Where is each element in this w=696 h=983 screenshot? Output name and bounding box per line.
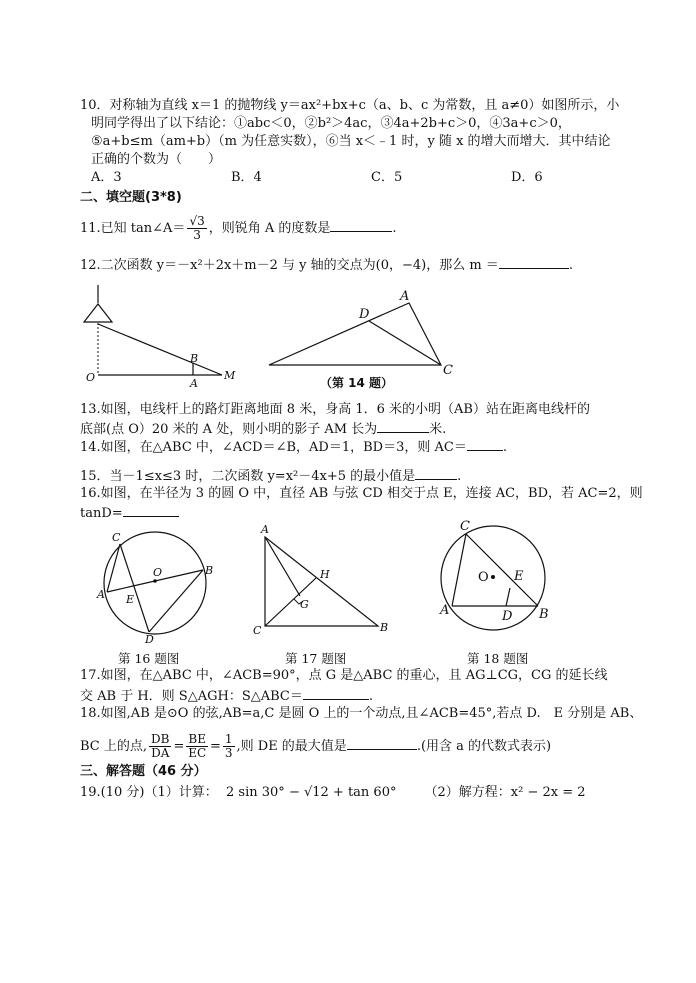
fig16-label-o: O	[153, 566, 163, 579]
q17-line2	[80, 686, 373, 705]
q18-f3-den: 3	[224, 746, 233, 760]
fig14-label-a: A	[400, 289, 410, 304]
q13-line1: 13.如图，电线杆上的路灯距离地面 8 米，身高 1．6 米的小明（AB）站在距离电线杆的	[80, 402, 590, 417]
fig18-label-b: B	[539, 607, 549, 622]
q18-answer-blank[interactable]	[347, 736, 417, 750]
fig18-label-c: C	[460, 519, 470, 534]
q15-end: .	[457, 469, 462, 484]
q18-mid: ,则 DE 的最大值是	[236, 739, 347, 754]
q17-line1: 17.如图，在△ABC 中，∠ACB=90°，点 G 是△ABC 的重心，且 AG⊥CG，CG 的延长线	[80, 668, 608, 683]
q16-answer-blank[interactable]	[123, 503, 179, 517]
fig13-label-b: B	[190, 352, 199, 365]
section-solve: 三、解答题（46 分）	[80, 764, 207, 779]
q19	[80, 784, 586, 801]
fig16-label-b: B	[205, 564, 214, 577]
q18-f1-den: DA	[151, 746, 170, 760]
q18-line1: 18.如图,AB 是⊙O 的弦,AB=a,C 是圆 O 上的一个动点,且∠ACB=45°,若点 D. E 分别是 AB、	[80, 706, 643, 721]
fig16-caption: 第 16 题图	[118, 651, 180, 666]
section-fill-in: 二、填空题(3*8)	[80, 190, 182, 205]
q18-fraction-db-da	[149, 733, 171, 760]
fig14-label-d: D	[359, 307, 370, 322]
q19-expression: 2 sin 30° − √12 + tan 60°	[226, 785, 397, 800]
q16-line1: 16.如图，在半径为 3 的圆 O 中，直径 AB 与弦 CD 相交于点 E，连接 AC，BD，若 AC=2，则	[80, 486, 643, 501]
fig16-label-d: D	[145, 633, 154, 646]
fig17-label-c: C	[253, 624, 262, 637]
q12-text: 12.二次函数 y＝－x²＋2x＋m－2 与 y 轴的交点为(0，−4)，那么 m ＝	[80, 258, 499, 273]
fig17-label-b: B	[380, 621, 389, 634]
q18-line2: BC 上的点, $\frac{DB}{DA}$ = $\frac{BE}{EC}$ = $\frac{1}{3}$ ,则 DE 的最大值是 .(用含 a 的代数式表示)	[80, 732, 552, 760]
q10-line3: ⑤a+b≤m（am+b）（m 为任意实数），⑥当 x＜﹣1 时，y 随 x 的增大而增大．其中结论	[91, 134, 611, 149]
q19-head: 19.(10 分)（1）计算：	[80, 785, 218, 800]
q18-f1-num: DB	[151, 732, 170, 746]
fig16-label-a: A	[97, 588, 105, 601]
q11-pre: 11.已知 tan∠A＝	[80, 221, 186, 236]
fig18-caption: 第 18 题图	[467, 651, 529, 666]
q18-fraction-one-third	[223, 733, 235, 760]
fig13-label-a: A	[190, 377, 198, 390]
fig17-label-g: G	[300, 598, 309, 611]
q11-post: ，则锐角 A 的度数是	[208, 221, 331, 236]
q13-line2b: 米.	[429, 422, 447, 437]
q15-text: 15．当－1≤x≤3 时，二次函数 y=x²－4x+5 的最小值是	[80, 469, 416, 484]
q10-line2: 明同学得出了以下结论：①abc＜0，②b²＞4ac，③4a+2b+c＞0，④3a+c＞0，	[91, 116, 571, 131]
q13-line2a: 底部(点 O）20 米的 A 处，则小明的影子 AM 长为	[80, 422, 378, 437]
fig17-caption: 第 17 题图	[285, 651, 347, 666]
q15	[80, 466, 461, 485]
q18-fraction-be-ec	[186, 733, 208, 760]
fig16-label-e: E	[126, 593, 135, 606]
fig14-label-c: C	[443, 363, 453, 378]
q18-f3-num: 1	[224, 732, 233, 746]
q10-option-c: C．5	[371, 170, 403, 185]
q10-option-b: B．4	[231, 170, 262, 185]
fig18-label-a: A	[440, 603, 450, 618]
q10-option-d: D．6	[511, 170, 543, 185]
fig17-label-h: H	[320, 568, 330, 581]
fig17-label-a: A	[261, 523, 269, 536]
q17-line2-text: 交 AB 于 H．则 S△AGH：S△ABC＝	[80, 689, 303, 704]
q17-answer-blank[interactable]	[303, 686, 369, 700]
q14-text: 14.如图，在△ABC 中，∠ACD＝∠B，AD＝1，BD＝3，则 AC＝	[80, 440, 467, 455]
q18-f2-num: BE	[188, 732, 206, 746]
q10-option-a: A．3	[91, 170, 122, 185]
q18-pre: BC 上的点,	[80, 739, 148, 754]
q18-f2-den: EC	[188, 746, 207, 760]
q11-num: √3	[189, 214, 205, 228]
q19-part2: （2）解方程：	[424, 785, 511, 800]
fig18-label-e: E	[514, 569, 524, 584]
q11-end: .	[392, 221, 397, 236]
q17-end: .	[368, 689, 373, 704]
q14-answer-blank[interactable]	[467, 437, 503, 451]
q10-line4: 正确的个数为（ ）	[91, 152, 222, 167]
fig13-label-o: O	[86, 371, 96, 384]
q10-line1: 10．对称轴为直线 x＝1 的抛物线 y＝ax²+bx+c（a、b、c 为常数，且 a≠0）如图所示，小	[80, 98, 620, 113]
q12-end: .	[568, 258, 573, 273]
fig14-caption: （第 14 题）	[320, 376, 394, 390]
q14-end: .	[502, 440, 507, 455]
q13-line2	[80, 419, 446, 438]
q16-line2	[80, 503, 179, 522]
q11-den: 3	[193, 228, 201, 242]
fig16-label-c: C	[112, 531, 121, 544]
q16-line2-text: tanD=	[80, 506, 123, 521]
q19-equation: x² − 2x = 2	[510, 785, 586, 800]
fig18-label-d: D	[502, 609, 513, 624]
fig13-label-m: M	[224, 369, 236, 382]
q14	[80, 437, 507, 456]
q15-answer-blank[interactable]	[415, 466, 457, 480]
fig18-label-o: O	[478, 570, 489, 585]
q18-post: .(用含 a 的代数式表示)	[416, 739, 552, 754]
q13-answer-blank[interactable]	[377, 419, 429, 433]
